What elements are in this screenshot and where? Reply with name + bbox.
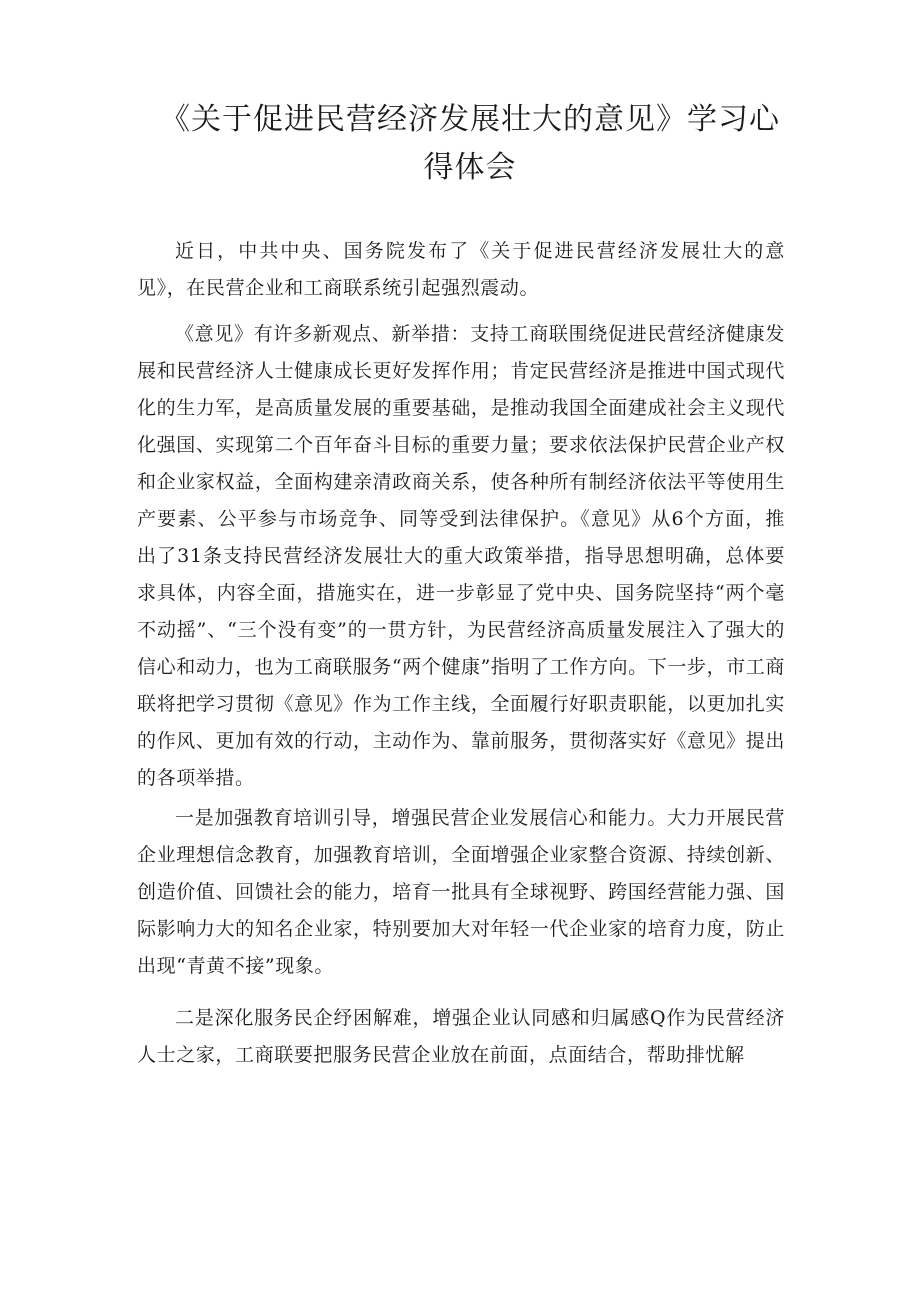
paragraph-intro: 近日，中共中央、国务院发布了《关于促进民营经济发展壮大的意见》，在民营企业和工商联系统引起强烈震动。 (137, 240, 785, 299)
document-body (137, 233, 785, 1074)
paragraph-opinion-overview: 《意见》有许多新观点、新举措：支持工商联围绕促进民营经济健康发展和民营经济人士健康成长更好发挥作用；肯定民营经济是推进中国式现代化的生力军，是高质量发展的重要基础，是推动我国全面建成社会主义现代化强国、实现第二个百年奋斗目标的重要力量；要求依法保护民营企业产权和企业家权益，全面构建亲清政商关系，使各种所有制经济依法平等使用生产要素、公平参与市场竞争、同等受到法律保护。《意见》从6个方面，推出了31条支持民营经济发展壮大的重大政策举措，指导思想明确，总体要求具体，内容全面，措施实在，进一步彰显了党中央、国务院坚持“两个毫不动摇”、“三个没有变”的一贯方针，为民营经济高质量发展注入了强大的信心和动力，也为工商联服务“两个健康”指明了工作方向。下一步，市工商联将把学习贯彻《意见》作为工作主线，全面履行好职责职能，以更加扎实的作风、更加有效的行动，主动作为、靠前服务，贯彻落实好《意见》提出的各项举措。 (137, 323, 785, 789)
paragraph-point-two: 二是深化服务民企纾困解难，增强企业认同感和归属感Q作为民营经济人士之家，工商联要把服务民营企业放在前面，点面结合，帮助排忧解 (137, 1007, 785, 1066)
paragraph-point-one: 一是加强教育培训引导，增强民营企业发展信心和能力。大力开展民营企业理想信念教育，加强教育培训，全面增强企业家整合资源、持续创新、创造价值、回馈社会的能力，培育一批具有全球视野、跨国经营能力强、国际影响力大的知名企业家，特别要加大对年轻一代企业家的培育力度，防止出现“青黄不接”现象。 (137, 807, 785, 977)
document-title: 《关于促进民营经济发展壮大的意见》学习心得体会 (160, 102, 780, 185)
